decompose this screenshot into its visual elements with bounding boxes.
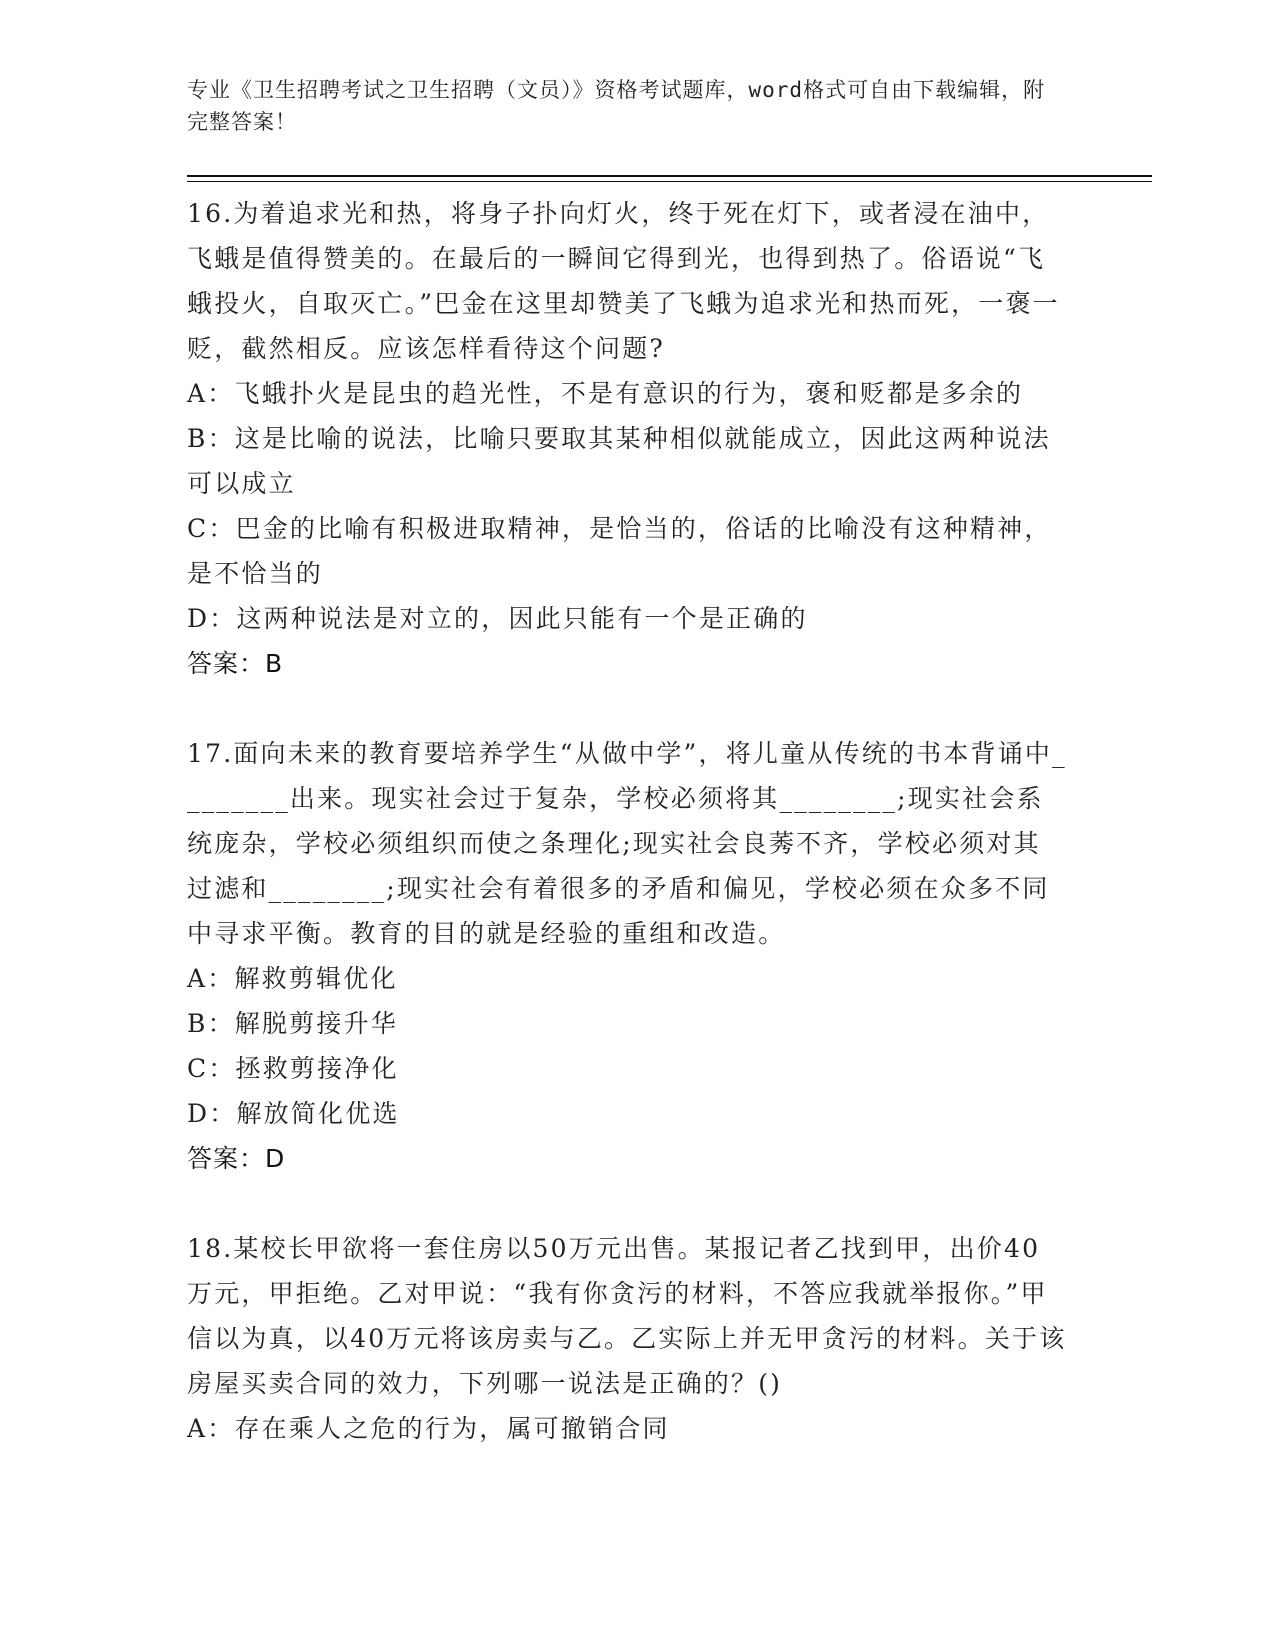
option-a: A：存在乘人之危的行为，属可撤销合同 — [187, 1414, 670, 1443]
option-b: B：这是比喻的说法，比喻只要取其某种相似就能成立，因此这两种说法可以成立 — [187, 424, 1051, 498]
option-b: B：解脱剪接升华 — [187, 1009, 398, 1038]
question-16 — [187, 191, 1067, 686]
answer-label: 答案：D — [187, 1144, 286, 1173]
option-c: C：巴金的比喻有积极进取精神，是恰当的，俗话的比喻没有这种精神，是不恰当的 — [187, 514, 1052, 588]
option-a: A：解救剪辑优化 — [187, 964, 398, 993]
header-rule-thin — [187, 181, 1152, 182]
header-rule-thick — [187, 175, 1152, 177]
question-stem: 18.某校长甲欲将一套住房以50万元出售。某报记者乙找到甲，出价40万元，甲拒绝。乙对甲说：“我有你贪污的材料，不答应我就举报你。”甲信以为真，以40万元将该房卖与乙。乙实际上并无甲贪污的材料。关于该房屋买卖合同的效力，下列哪一说法是正确的？() — [187, 1234, 1067, 1398]
option-c: C：拯救剪接净化 — [187, 1054, 399, 1083]
page-header: 专业《卫生招聘考试之卫生招聘（文员）》资格考试题库，word格式可自由下载编辑，附完整答案！ — [187, 78, 1046, 134]
option-d: D：这两种说法是对立的，因此只能有一个是正确的 — [187, 604, 808, 633]
question-stem: 17.面向未来的教育要培养学生“从做中学”，将儿童从传统的书本背诵中________出来。现实社会过于复杂，学校必须将其________;现实社会系统庞杂，学校必须组织而使之条理化;现实社会良莠不齐，学校必须对其过滤和________;现实社会有着很多的矛盾和偏见，学校必须在众多不同中寻求平衡。教育的目的就是经验的重组和改造。 — [187, 739, 1067, 948]
question-stem: 16.为着追求光和热，将身子扑向灯火，终于死在灯下，或者浸在油中，飞蛾是值得赞美的。在最后的一瞬间它得到光，也得到热了。俗语说“飞蛾投火，自取灭亡。”巴金在这里却赞美了飞蛾为追求光和热而死，一褒一贬，截然相反。应该怎样看待这个问题? — [187, 199, 1060, 363]
answer-label: 答案：B — [187, 649, 284, 678]
question-17 — [187, 731, 1067, 1181]
question-list — [187, 191, 1067, 1496]
option-d: D：解放简化优选 — [187, 1099, 400, 1128]
option-a: A：飞蛾扑火是昆虫的趋光性，不是有意识的行为，褒和贬都是多余的 — [187, 379, 1024, 408]
question-18 — [187, 1226, 1067, 1451]
